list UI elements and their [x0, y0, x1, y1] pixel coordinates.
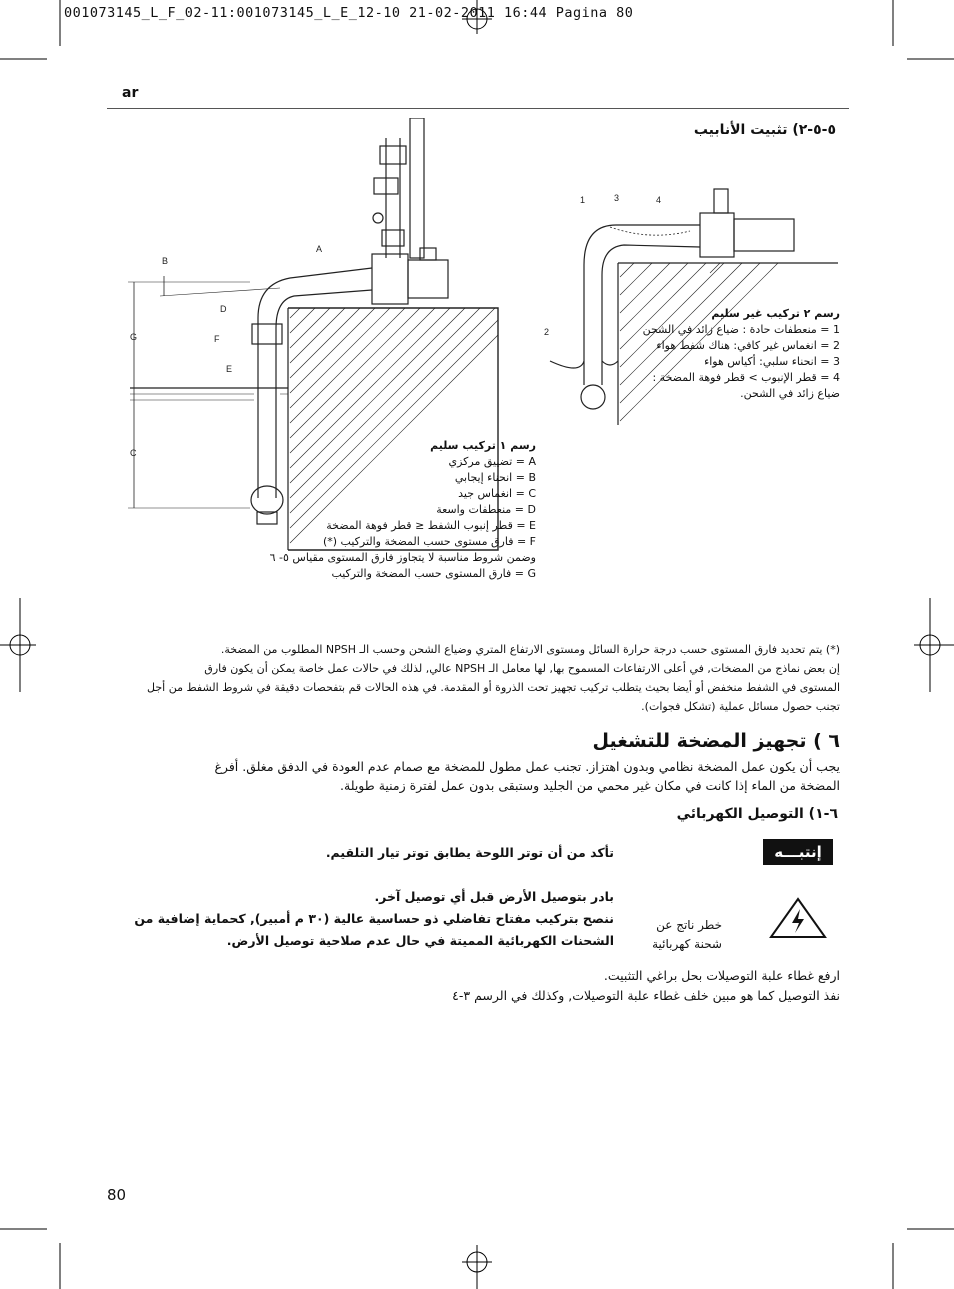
figure2-legend	[580, 306, 840, 402]
npsh-note	[110, 640, 840, 716]
figure1-legend-item: وضمن شروط مناسبة لا يتجاوز فارق المستوى مقياس ٥- ٦	[269, 551, 536, 564]
section-heading-pipe-install: ٥-٥-٢) تثبيت الأنابيب	[693, 122, 836, 138]
figure1-label-d: D	[220, 304, 227, 314]
danger-text	[134, 886, 614, 952]
figure2-label-3: 3	[614, 193, 620, 203]
figure2-legend-title: رسم ٢ تركيب غير سليم	[711, 307, 840, 320]
figure1-legend-item: F = فارق مستوى حسب المضخة والتركيب (*)	[322, 535, 536, 548]
npsh-note-line: المستوى في الشفط منخفض أو أيضا بحيث يتطلب تركيب تجهيز تحت الذروة أو المقدمة. في هذه الحالات قم بتفحصات دقيقة في شروط الشفط من أجل	[147, 681, 840, 694]
danger-text-line: بادر بتوصيل الأرض قبل أي توصيل آخر.	[374, 889, 614, 904]
header-rule	[107, 108, 849, 109]
figure1-legend-title: رسم ١ تركيب سليم	[430, 439, 536, 452]
figure2-legend-item: 4 = قطر الإنبوب > قطر فوهة المضخة :	[652, 371, 840, 384]
figure2-label-4: 4	[656, 195, 662, 205]
section6-1-title: ٦-١) التوصيل الكهربائي	[676, 806, 838, 822]
figure1-legend	[216, 438, 536, 582]
closing-text-line: نفذ التوصيل كما هو مبين خلف غطاء علبة التوصيلات, وكذلك في الرسم ٣-٤	[452, 988, 840, 1003]
closing-text	[110, 966, 840, 1006]
npsh-note-line: (*) يتم تحديد فارق المستوى حسب درجة حرارة السائل ومستوى الارتفاع المتري وضياع الشحن وحسب الـ NPSH المطلوب من المضخة.	[220, 643, 840, 656]
figure1-label-g: G	[130, 332, 138, 342]
figure1-legend-item: D = منعطفات واسعة	[436, 503, 536, 516]
danger-label: خطر ناتج عن شحنة كهربائية	[652, 918, 722, 951]
section6-title: ٦ ) تجهيز المضخة للتشغيل	[592, 730, 840, 752]
figure1-label-f: F	[214, 334, 220, 344]
figure1-label-e: E	[226, 364, 233, 374]
figure1-label-a: A	[316, 244, 323, 254]
danger-text-line: الشحنات الكهربائية المميتة في حال عدم صلاحية توصيل الأرض.	[226, 933, 614, 948]
figure1-label-c: C	[130, 448, 137, 458]
electric-hazard-icon	[768, 896, 828, 940]
figure2-legend-item: 1 = منعطفات حادة : ضياع زائد في الشحن	[642, 323, 840, 336]
figure2-label-2: 2	[544, 327, 550, 337]
danger-text-line: ننصح بتركيب مفتاح تفاضلي ذو حساسية عالية (٣٠ م أمبير), كحماية إضافية من	[134, 911, 614, 926]
warning-text: تأكد من أن توتر اللوحة يطابق توتر تيار التلقيم.	[325, 845, 614, 860]
print-header-line: 001073145_L_F_02-11:001073145_L_E_12-10 21-02-2011 16:44 Pagina 80	[64, 5, 634, 21]
figure2-label-1: 1	[580, 195, 586, 205]
section6-text-line: المضخة من الماء إذا كانت في مكان غير محمي من الجليد وستبقى بدون عمل لفترة زمنية طويلة.	[340, 778, 840, 793]
language-tag: ar	[122, 85, 139, 101]
npsh-note-line: تجنب حصول مسائل عملية (تشكل فجوات).	[641, 700, 840, 713]
section6-text-line: يجب أن يكون عمل المضخة نظامي وبدون اهتزاز. تجنب عمل مطول للمضخة مع صمام عدم العودة في الدفق مغلق. أفرغ	[214, 759, 840, 774]
figure2-legend-item: 2 = انغماس غير كافي: هناك شفط هواء	[656, 339, 840, 352]
figure1-legend-item: E = قطر إنبوب الشفط ≤ قطر فوهة المضخة	[326, 519, 536, 532]
closing-text-line: ارفع غطاء علبة التوصيلات بحل براغي التثبيت.	[603, 968, 840, 983]
page-number: 80	[107, 1186, 127, 1204]
figure1-legend-item: B = انحناء إيجابي	[454, 471, 536, 484]
warning-badge: إنتبـــه	[763, 839, 833, 865]
figure1-label-b: B	[162, 256, 169, 266]
section6-text	[110, 757, 840, 795]
figure2-legend-item: 3 = انحناء سلبي: أكياس هواء	[704, 355, 840, 368]
figure1-legend-item: G = فارق المستوى حسب المضخة والتركيب	[331, 567, 536, 580]
figure1-legend-item: C = انغماس جيد	[458, 487, 536, 500]
figure1-legend-item: A = تضييق مركزي	[448, 455, 536, 468]
figure2-legend-item: ضياع زائد في الشحن.	[740, 387, 840, 400]
npsh-note-line: إن بعض نماذج من المضخات, في أعلى الارتفاعات المسموح بها, لها معامل الـ NPSH عالي, لذلك في حالات عمل خاصة يمكن أن يكون فارق	[204, 662, 840, 675]
